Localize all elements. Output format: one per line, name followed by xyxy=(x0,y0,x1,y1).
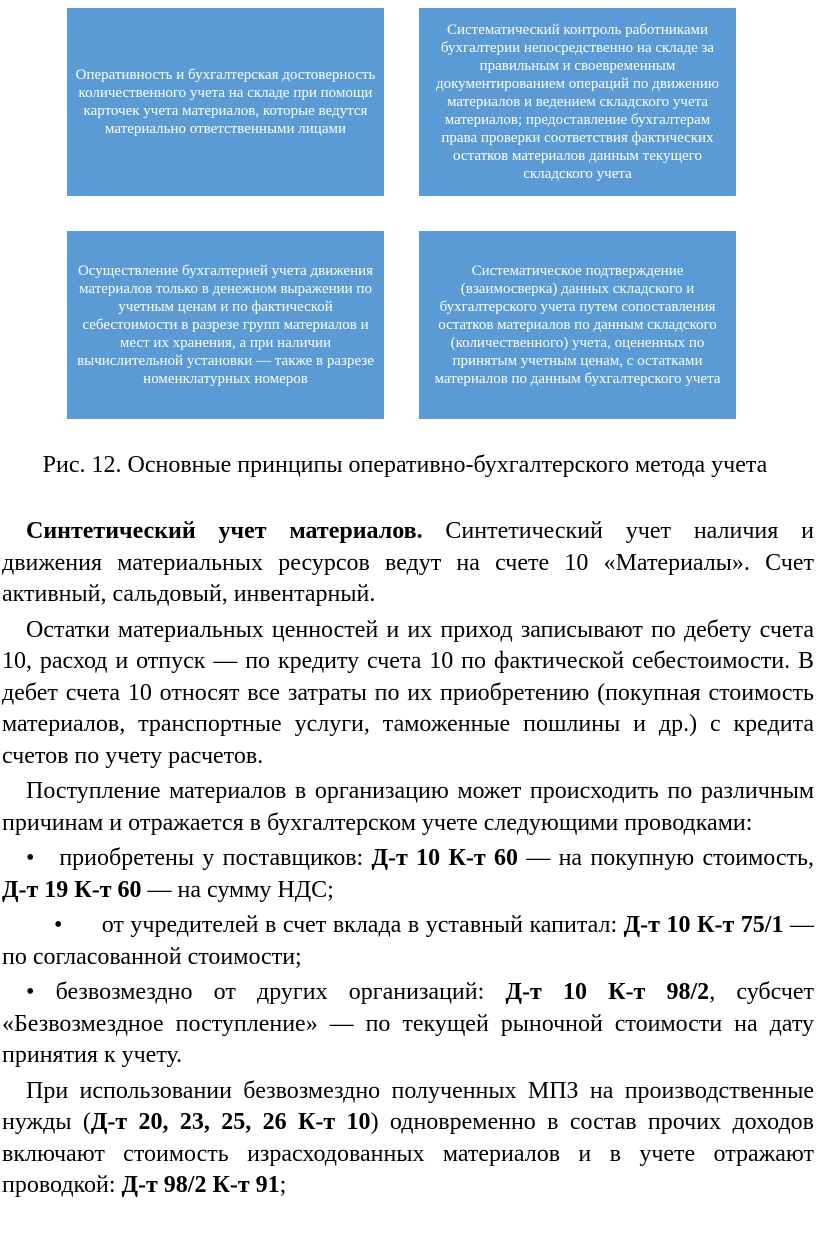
paragraph-text: ; xyxy=(279,1172,287,1198)
principle-box-1-text: Оперативность и бухгалтерская достоверность количественного учета на складе при помощи карточек учета материалов, которые ведутся материально ответственными лицами xyxy=(75,67,376,137)
entry-code: Д-т 10 К-т 98/2 xyxy=(505,979,710,1005)
bullet: • xyxy=(26,979,35,1005)
body-text xyxy=(2,516,814,1206)
bullet: • xyxy=(26,845,35,871)
list-item-gratuitous xyxy=(2,977,814,1072)
principle-box-4-text: Систематическое подтверждение (взаимосверка) данных складского и бухгалтерского учета путем сопоставления остатков материалов по данным складского (количественного) учета, оцененных по принятым учетным ценам, с остатками материалов по данным бухгалтерского учета xyxy=(434,263,721,387)
paragraph-text: При использовании безвозмездно полученных МПЗ на производственные нужды ( xyxy=(2,1077,814,1135)
paragraph-text: ) одновременно в состав прочих доходов включают стоимость израсходованных материалов и в учете отражают проводкой: xyxy=(2,1109,814,1198)
list-text: — на сумму НДС; xyxy=(141,876,334,903)
principle-box-1 xyxy=(67,8,384,196)
paragraph-heading: Синтетический учет материалов. xyxy=(26,518,423,544)
entry-code: Д-т 10 К-т 75/1 xyxy=(623,912,784,938)
paragraph-receipts: Поступление материалов в организацию может происходить по различным причинам и отражается в бухгалтерском учете следующими проводками: xyxy=(2,778,814,836)
list-item-suppliers xyxy=(2,843,814,906)
paragraph-text: Синтетический учет наличия и движения материальных ресурсов ведут на счете 10 «Материалы». Счет активный, сальдовый, инвентарный. xyxy=(2,518,814,607)
entry-code: Д-т 10 К-т 60 xyxy=(371,845,518,871)
list-text: — по согласованной стоимости; xyxy=(2,912,814,970)
principle-box-3-text: Осуществление бухгалтерией учета движения материалов только в денежном выражении по учетным ценам и по фактической себестоимости в разрезе групп материалов и мест их хранения, а при наличии вычислительной установки — также в разрезе номенклатурных номеров xyxy=(77,263,374,387)
principle-box-2-text: Систематический контроль работниками бухгалтерии непосредственно на складе за правильным и своевременным документированием операций по движению материалов и ведением складского учета материалов; предоставление бухгалтерам права проверки соответствия фактических остатков материалов данным текущего складского учета xyxy=(435,22,720,182)
entry-code: Д-т 20, 23, 25, 26 К-т 10 xyxy=(90,1109,371,1135)
list-text: , субсчет «Безвозмездное поступление» — по текущей рыночной стоимости на дату принятия к учету. xyxy=(2,979,814,1068)
list-text: приобретены у поставщиков: xyxy=(59,845,372,871)
figure-caption: Рис. 12. Основные принципы оперативно-бухгалтерского метода учета xyxy=(42,452,768,478)
principle-box-2 xyxy=(419,8,736,196)
paragraph-synthetic xyxy=(2,516,814,611)
paragraph-balances: Остатки материальных ценностей и их приход записывают по дебету счета 10, расход и отпуск — по кредиту счета 10 по фактической себестоимости. В дебет счета 10 относят все затраты по их приобретению (покупная стоимость материалов, транспортные услуги, таможенные пошлины и др.) с кредита счетов по учету расчетов. xyxy=(2,616,814,769)
principle-box-3 xyxy=(67,231,384,419)
list-text: — на покупную стоимость, xyxy=(517,845,814,871)
entry-code: Д-т 19 К-т 60 xyxy=(2,876,142,903)
bullet: • xyxy=(54,912,63,938)
paragraph-usage xyxy=(2,1076,814,1202)
list-item-founders xyxy=(2,910,814,973)
list-text: безвозмездно от других организаций: xyxy=(55,979,506,1005)
entry-code: Д-т 98/2 К-т 91 xyxy=(121,1172,280,1198)
list-text: от учредителей в счет вклада в уставный капитал: xyxy=(101,912,624,938)
principle-box-4 xyxy=(419,231,736,419)
